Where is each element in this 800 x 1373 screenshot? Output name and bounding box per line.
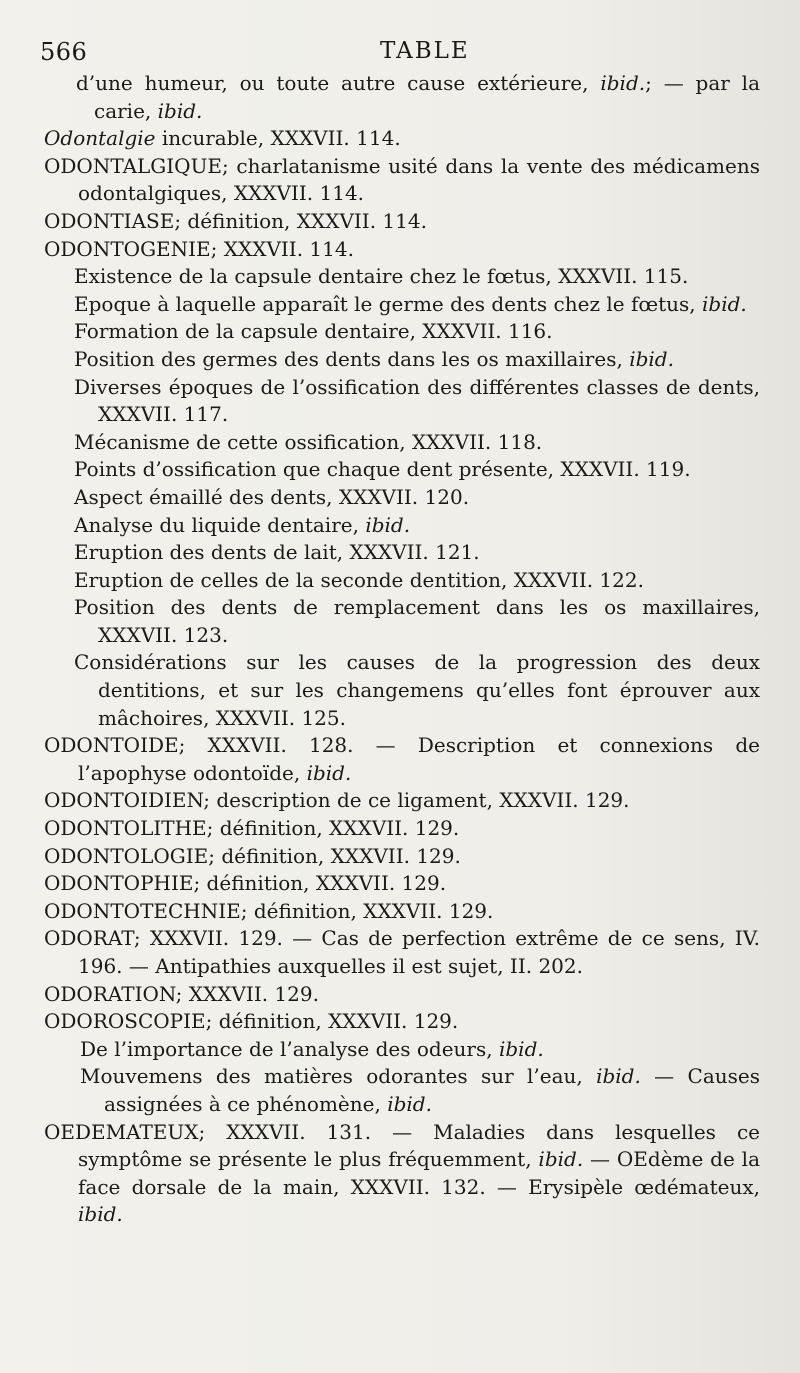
index-sub-entry [40,374,760,429]
entry-text: — OEdème de la face dorsale de la main, XXXVII. 132. — Erysipèle œdémateux, [78,1147,760,1199]
entry-reference-italic: ibid. [78,1202,123,1227]
index-sub-entry [40,1063,760,1118]
entry-reference-italic: ibid. [600,71,646,95]
entry-text: ODONTOGENIE; XXXVII. 114. [44,236,354,261]
entry-text: ODORAT; XXXVII. 129. — Cas de perfection extrême de ce sens, IV. 196. — Antipathies auxquelles il est sujet, II. 202. [44,926,760,978]
entry-text: Mouvemens des matières odorantes sur l’eau, [80,1064,597,1089]
entry-reference-italic: ibid. [702,291,747,316]
index-sub-entry [40,291,760,319]
index-sub-entry [40,318,760,346]
entry-reference-italic: ibid. [596,1064,641,1089]
entry-text: ODONTOIDE; XXXVII. 128. — Description et connexions de l’apophyse odontoïde, [44,733,760,785]
index-sub-entry [40,539,760,567]
entry-text: ODONTALGIQUE; charlatanisme usité dans la vente des médicamens odontalgiques, XXXVII. 114. [44,153,760,206]
entry-text: OEDEMATEUX; XXXVII. 131. — Maladies dans lesquelles ce symptôme se présente le plus fréquemment, [44,1119,760,1172]
index-sub-entry [40,346,760,374]
entry-text: ODONTOLOGIE; définition, XXXVII. 129. [44,843,461,868]
entry-text: Position des germes des dents dans les os maxillaires, [74,346,630,371]
index-sub-entry [40,429,760,457]
entry-text: ODONTOIDIEN; description de ce ligament, XXXVII. 129. [44,788,630,813]
entry-reference-italic: ibid. [306,760,352,785]
entry-text: ODOROSCOPIE; définition, XXXVII. 129. [44,1009,459,1034]
page-header [40,38,760,74]
index-sub-entry [40,456,760,484]
entry-text: Formation de la capsule dentaire, XXXVII. 116. [74,319,553,344]
index-sub-entry [40,70,760,125]
entry-text: ODONTIASE; définition, XXXVII. 114. [44,208,427,233]
index-entries [40,70,760,1229]
page-number: 566 [40,38,88,66]
index-sub-entry [40,512,760,540]
entry-text: Considérations sur les causes de la progression des deux dentitions, et sur les changemens qu’elles font éprouver aux mâchoires, XXXVII. 125. [74,650,760,730]
index-heading-entry [40,815,760,843]
index-heading-entry [40,870,760,898]
entry-text: incurable, XXXVII. 114. [155,126,401,151]
index-sub-entry [40,484,760,512]
entry-reference-italic: ibid. [387,1091,432,1116]
index-heading-entry [40,1008,760,1036]
entry-text: Points d’ossification que chaque dent présente, XXXVII. 119. [74,457,691,482]
entry-text: ODONTOTECHNIE; définition, XXXVII. 129. [44,898,494,923]
index-sub-entry [40,567,760,595]
entry-text: ODONTOPHIE; définition, XXXVII. 129. [44,871,447,896]
entry-text: ; — par la carie, [94,71,761,123]
running-title: TABLE [380,38,470,64]
entry-reference-italic: ibid. [365,512,411,537]
entry-reference-italic: ibid. [157,98,203,123]
index-heading-entry [40,1119,760,1229]
entry-text: Analyse du liquide dentaire, [74,512,366,537]
entry-text: d’une humeur, ou toute autre cause extérieure, [76,71,601,95]
index-heading-entry [40,925,760,980]
index-heading-entry [40,236,760,264]
entry-reference-italic: ibid. [498,1036,544,1061]
index-sub-entry [40,1036,760,1064]
index-heading-entry [40,787,760,815]
index-heading-entry [40,732,760,787]
index-sub-entry [40,263,760,291]
entry-text: De l’importance de l’analyse des odeurs, [80,1036,499,1061]
entry-text: Mécanisme de cette ossification, XXXVII. 118. [74,429,543,454]
index-sub-entry [40,594,760,649]
index-heading-entry [40,898,760,926]
entry-text: Epoque à laquelle apparaît le germe des dents chez le fœtus, [74,291,703,316]
entry-text: Existence de la capsule dentaire chez le fœtus, XXXVII. 115. [74,264,689,289]
index-heading-entry [40,843,760,871]
entry-text: — Causes assignées à ce phénomène, [104,1064,760,1116]
index-heading-entry [40,208,760,236]
entry-text: Diverses époques de l’ossification des différentes classes de dents, XXXVII. 117. [74,374,760,427]
entry-text: ODORATION; XXXVII. 129. [44,981,319,1006]
entry-reference-italic: ibid. [538,1147,584,1172]
entry-text: ODONTOLITHE; définition, XXXVII. 129. [44,816,460,841]
entry-text: Aspect émaillé des dents, XXXVII. 120. [74,484,470,509]
index-heading-entry [40,125,760,153]
entry-reference-italic: Odontalgie [44,126,156,151]
entry-text: Eruption des dents de lait, XXXVII. 121. [74,540,480,565]
entry-reference-italic: ibid. [629,346,674,371]
index-heading-entry [40,153,760,208]
entry-text: Eruption de celles de la seconde dentition, XXXVII. 122. [74,567,644,592]
index-sub-entry [40,649,760,732]
index-heading-entry [40,981,760,1009]
entry-text: Position des dents de remplacement dans les os maxillaires, XXXVII. 123. [74,595,760,647]
